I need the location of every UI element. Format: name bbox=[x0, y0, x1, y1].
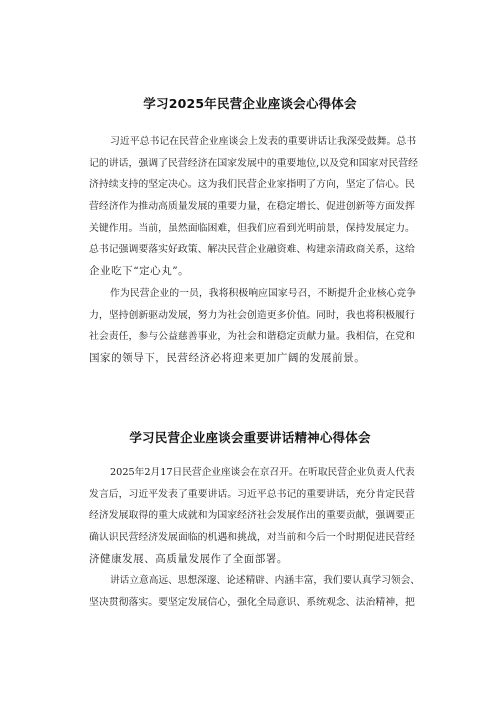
paragraph-line: 记的讲话，强调了民营经济在国家发展中的重要地位,以及党和国家对民营经 bbox=[89, 157, 419, 169]
paragraph-line: 国家的领导下，民营经济必将迎来更加广阔的发展前景。 bbox=[89, 351, 366, 364]
paragraph-line: 2025年2月17日民营企业座谈会在京召开。在听取民营企业负责人代表 bbox=[110, 467, 415, 478]
paragraph-line: 经济发展取得的重大成就和为国家经济社会发展作出的重要贡献，强调要正 bbox=[89, 510, 415, 522]
paragraph-line: 坚决贯彻落实。要坚定发展信心，强化全局意识、系统观念、法治精神，把 bbox=[89, 597, 415, 609]
paragraph-line: 济健康发展、高质量发展作了全面部署。 bbox=[89, 552, 288, 565]
paragraph-line: 力，坚持创新驱动发展，努力为社会创造更多价值。同时，我也将积极履行 bbox=[89, 309, 415, 321]
section-title: 学习2025年民营企业座谈会心得体会 bbox=[143, 96, 357, 111]
paragraph-line: 营经济作为推动高质量发展的重要力量，在稳定增长、促进创新等方面发挥 bbox=[89, 201, 415, 213]
section-body bbox=[89, 131, 419, 370]
paragraph-line: 作为民营企业的一员，我将积极响应国家号召，不断提升企业核心竞争 bbox=[110, 287, 417, 299]
section-title: 学习民营企业座谈会重要讲话精神心得体会 bbox=[129, 430, 371, 445]
paragraph-line: 总书记强调要落实好政策、解决民营企业融资难、构建亲清政商关系，这给 bbox=[89, 244, 415, 256]
paragraph-line: 济持续支持的坚定决心。这为我们民营企业家指明了方向，坚定了信心。民 bbox=[89, 179, 415, 191]
paragraph-line: 社会责任，参与公益慈善事业，为社会和谐稳定贡献力量。我相信，在党和 bbox=[89, 331, 415, 343]
paragraph-line: 确认识民营经济发展面临的机遇和挑战，对当前和今后一个时期促进民营经 bbox=[89, 532, 415, 544]
section-body bbox=[89, 462, 419, 614]
paragraph-line: 讲话立意高远、思想深邃、论述精辟、内涵丰富，我们要认真学习领会、 bbox=[110, 575, 420, 587]
paragraph-line: 习近平总书记在民营企业座谈会上发表的重要讲话让我深受鼓舞。总书 bbox=[110, 136, 417, 147]
paragraph-line: 关键作用。当前，虽然面临困难，但我们应看到光明前景，保持发展定力。 bbox=[89, 222, 415, 234]
paragraph-line: 企业吃下“定心丸”。 bbox=[89, 265, 190, 278]
paragraph-line: 发言后，习近平发表了重要讲话。习近平总书记的重要讲话，充分肯定民营 bbox=[89, 488, 415, 500]
